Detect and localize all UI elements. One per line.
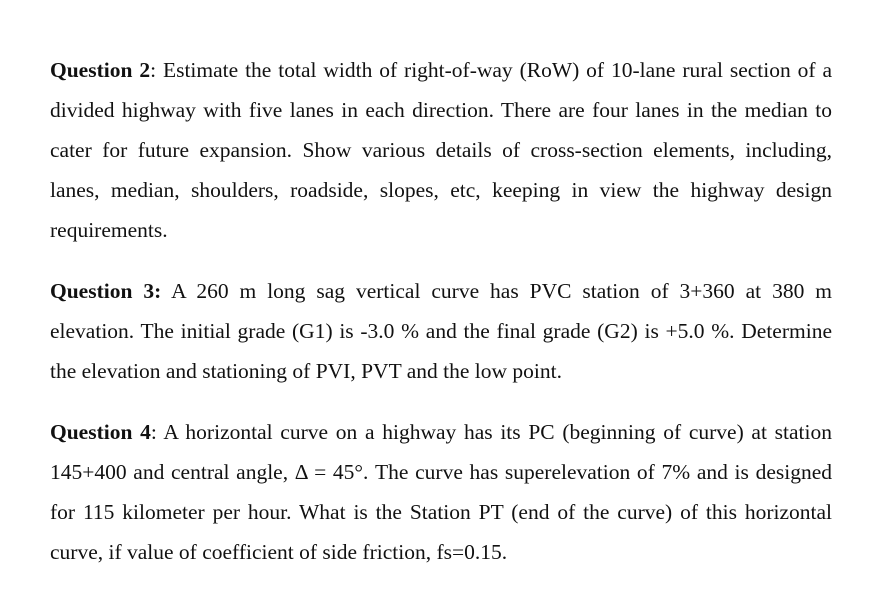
- question-2-text: Estimate the total width of right-of-way (RoW) of 10-lane rural section of a divided highway with five lanes in each direction. There are four lanes in the median to cater for future expansion. Show various details of cross-section elements, including, lanes, median, shoulders, roadside, slopes, etc, keeping in view the highway design requirements.: [50, 58, 832, 242]
- question-2-label: Question 2: [50, 58, 151, 82]
- question-4-label: Question 4: [50, 420, 151, 444]
- question-3-label: Question 3:: [50, 279, 162, 303]
- question-2-separator: :: [150, 58, 163, 82]
- question-4-text: A horizontal curve on a highway has its PC (beginning of curve) at station 145+400 and central angle, Δ = 45°. The curve has superelevation of 7% and is designed for 115 kilometer per hour. What is the Station PT (end of the curve) of this horizontal curve, if value of coefficient of side friction, fs=0.15.: [50, 420, 832, 564]
- question-3-separator: [161, 279, 171, 303]
- question-4: [50, 412, 832, 572]
- question-2: [50, 50, 832, 250]
- question-3: [50, 271, 832, 391]
- question-4-separator: :: [150, 420, 164, 444]
- question-3-text: A 260 m long sag vertical curve has PVC station of 3+360 at 380 m elevation. The initial grade (G1) is -3.0 % and the final grade (G2) is +5.0 %. Determine the elevation and stationing of PVI, PVT and the low point.: [50, 279, 832, 383]
